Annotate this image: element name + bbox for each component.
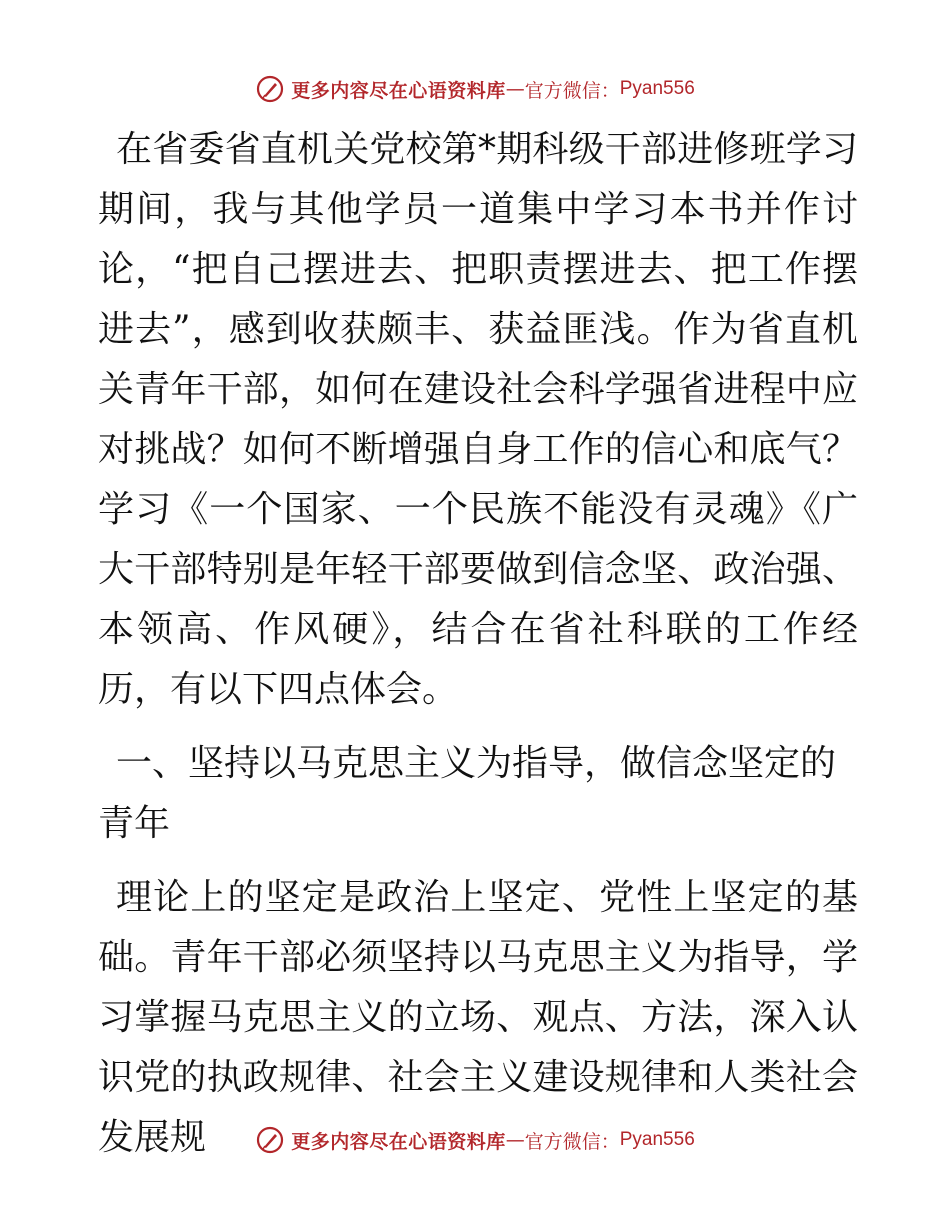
banner-separator: —	[505, 78, 525, 100]
banner-separator: —	[505, 1129, 525, 1151]
banner-wechat-id: Pyan556	[619, 78, 695, 99]
quill-logo-icon	[255, 74, 285, 104]
banner-main-text: 更多内容尽在心语资料库	[291, 79, 506, 102]
banner-wechat-id: Pyan556	[619, 1129, 695, 1150]
banner-main-text: 更多内容尽在心语资料库	[291, 1130, 506, 1153]
paragraph-theory: 理论上的坚定是政治上坚定、党性上坚定的基础。青年干部必须坚持以马克思主义为指导，学习掌握马克思主义的立场、观点、方法，深入认识党的执政规律、社会主义建设规律和人类社会发展规	[98, 877, 858, 1158]
document-body	[98, 120, 858, 1168]
header-banner	[0, 72, 950, 106]
footer-banner	[0, 1123, 950, 1157]
section-heading-1: 一、坚持以马克思主义为指导，做信念坚定的青年	[98, 743, 837, 844]
paragraph-intro: 在省委省直机关党校第*期科级干部进修班学习期间，我与其他学员一道集中学习本书并作讨论，“把自己摆进去、把职责摆进去、把工作摆进去”，感到收获颇丰、获益匪浅。作为省直机关青年干部，如何在建设社会科学强省进程中应对挑战？如何不断增强自身工作的信心和底气？学习《一个国家、一个民族不能没有灵魂》《广大干部特别是年轻干部要做到信念坚、政治强、本领高、作风硬》，结合在省社科联的工作经历，有以下四点体会。	[98, 129, 858, 710]
banner-wechat-label: 官方微信：	[524, 1130, 620, 1153]
banner-wechat-label: 官方微信：	[524, 79, 620, 102]
quill-logo-icon	[255, 1125, 285, 1155]
